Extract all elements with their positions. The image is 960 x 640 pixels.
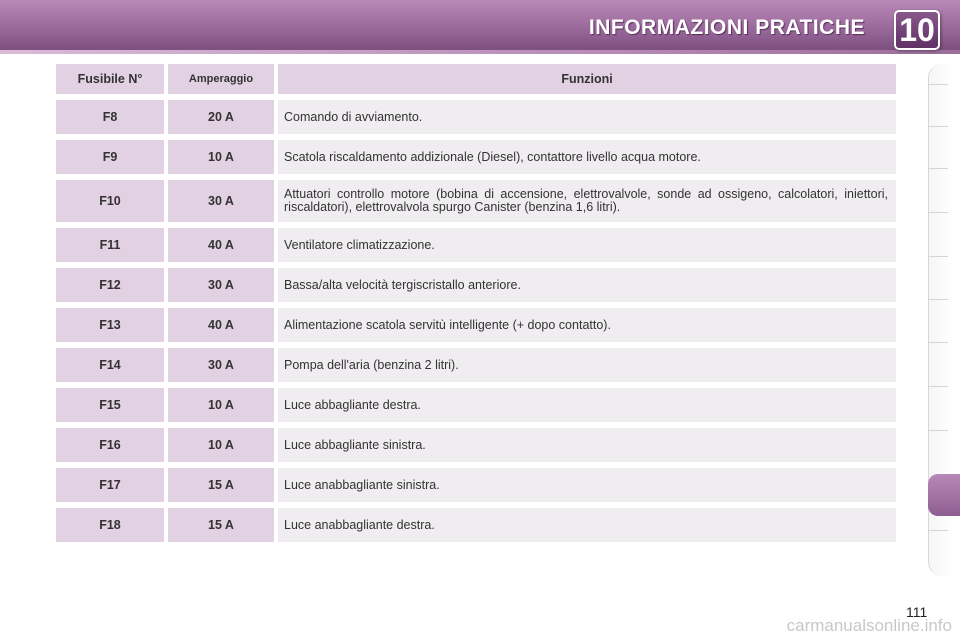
- fuse-number: F12: [56, 268, 164, 302]
- fuse-table: [52, 58, 900, 548]
- index-divider: [928, 342, 948, 343]
- column-header-functions: Funzioni: [278, 64, 896, 94]
- fuse-amperage: 15 A: [168, 468, 274, 502]
- fuse-amperage: 15 A: [168, 508, 274, 542]
- fuse-function: Pompa dell'aria (benzina 2 litri).: [278, 348, 896, 382]
- fuse-number: F14: [56, 348, 164, 382]
- fuse-amperage: 40 A: [168, 228, 274, 262]
- index-divider: [928, 168, 948, 169]
- table-header-row: [56, 64, 896, 94]
- fuse-number: F10: [56, 180, 164, 222]
- table-row: [56, 180, 896, 222]
- fuse-amperage: 30 A: [168, 180, 274, 222]
- fuse-function: Luce abbagliante sinistra.: [278, 428, 896, 462]
- fuse-number: F18: [56, 508, 164, 542]
- fuse-number: F13: [56, 308, 164, 342]
- page-title: INFORMAZIONI PRATICHE: [588, 16, 865, 39]
- fuse-function: Luce anabbagliante sinistra.: [278, 468, 896, 502]
- index-divider: [928, 212, 948, 213]
- fuse-amperage: 10 A: [168, 428, 274, 462]
- fuse-number: F8: [56, 100, 164, 134]
- fuse-amperage: 10 A: [168, 140, 274, 174]
- fuse-function: Scatola riscaldamento addizionale (Diesel), contattore livello acqua motore.: [278, 140, 896, 174]
- chapter-badge: 10: [894, 10, 940, 50]
- fuse-function: Ventilatore climatizzazione.: [278, 228, 896, 262]
- fuse-function: Alimentazione scatola servitù intelligente (+ dopo contatto).: [278, 308, 896, 342]
- fuse-function: Comando di avviamento.: [278, 100, 896, 134]
- column-header-amperage: Amperaggio: [168, 64, 274, 94]
- index-divider: [928, 84, 948, 85]
- index-divider: [928, 299, 948, 300]
- index-divider: [928, 386, 948, 387]
- chapter-tab-active[interactable]: [928, 474, 960, 516]
- table-row: [56, 268, 896, 302]
- header-divider: [0, 50, 960, 54]
- index-divider: [928, 256, 948, 257]
- index-divider: [928, 126, 948, 127]
- table-row: [56, 468, 896, 502]
- table-row: [56, 428, 896, 462]
- index-divider: [928, 430, 948, 431]
- fuse-number: F11: [56, 228, 164, 262]
- column-header-fuse: Fusibile N°: [56, 64, 164, 94]
- fuse-number: F9: [56, 140, 164, 174]
- page-number: 111: [906, 604, 928, 620]
- fuse-amperage: 30 A: [168, 268, 274, 302]
- watermark: carmanualsonline.info: [786, 616, 952, 635]
- fuse-number: F17: [56, 468, 164, 502]
- fuse-number: F16: [56, 428, 164, 462]
- fuse-amperage: 30 A: [168, 348, 274, 382]
- table-row: [56, 348, 896, 382]
- fuse-function: Attuatori controllo motore (bobina di accensione, elettrovalvole, sonde ad ossigeno, calcolatori, iniettori, riscaldatori), elettrovalvola spurgo Canister (benzina 1,6 litri).: [278, 180, 896, 222]
- fuse-function: Luce abbagliante destra.: [278, 388, 896, 422]
- fuse-amperage: 10 A: [168, 388, 274, 422]
- fuse-amperage: 40 A: [168, 308, 274, 342]
- fuse-amperage: 20 A: [168, 100, 274, 134]
- table-row: [56, 508, 896, 542]
- index-divider: [928, 530, 948, 531]
- table-row: [56, 228, 896, 262]
- table-row: [56, 140, 896, 174]
- table-row: [56, 308, 896, 342]
- fuse-function: Bassa/alta velocità tergiscristallo anteriore.: [278, 268, 896, 302]
- table-row: [56, 100, 896, 134]
- fuse-function: Luce anabbagliante destra.: [278, 508, 896, 542]
- table-row: [56, 388, 896, 422]
- fuse-number: F15: [56, 388, 164, 422]
